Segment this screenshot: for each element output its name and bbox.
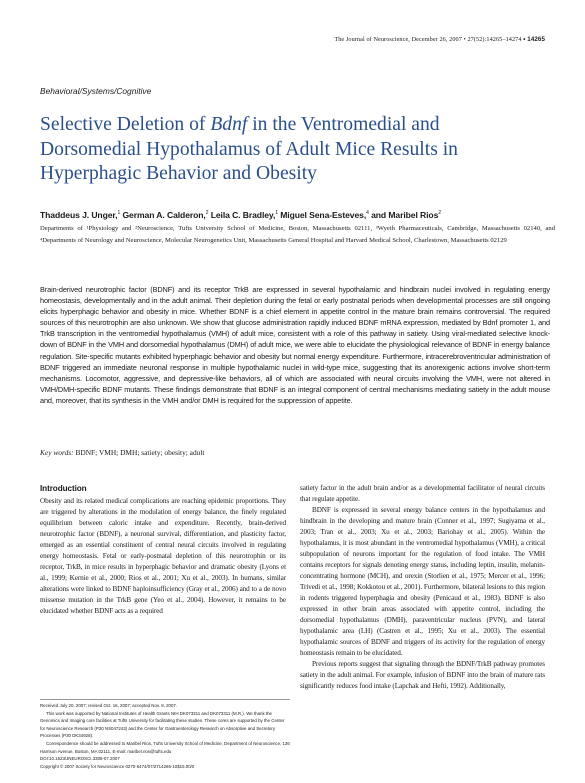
author-affiliation-mark: 4 [366,210,369,217]
article-title [40,113,540,187]
page-number: • 14265 [523,36,545,43]
title-gene-italic: Bdnf [210,114,248,135]
funding-note: This work was supported by National Institutes of Health Grants NIH DK073311 and DK073311 (M.R.). We thank the Genomics and Imaging core facilities at Tufts University for facilitating these studies. These cores are supported by the Center for Neuroscience Research (P30 NS047243) and the Center for Gastroenterology Research on Absorptive and Secretory Processes (P30 DK34928). [40,710,285,739]
author-affiliation-mark: 2 [205,210,209,217]
title-part-2: in the Ventromedial and Dorsomedial Hypothalamus of Adult Mice Results in Hyperphagic Behavior and Obesity [40,114,458,184]
right-column [300,483,545,692]
affiliations: Departments of ¹Physiology and ²Neuroscience, Tufts University School of Medicine, Boston, Massachusetts 02111, ³Wyeth Pharmaceuticals, Cambridge, Massachusetts 02140, and ⁴Departments of Neurology and Neuroscience, Molecular Neurogenetics Unit, Massachusetts General Hospital and Harvard Medical School, Charlestown, Massachusetts 02129 [40,225,555,244]
author-affiliation-mark: 1 [117,210,121,217]
footnotes [40,699,290,770]
section-label: Behavioral/Systems/Cognitive [40,86,152,96]
doi: DOI:10.1523/JNEUROSCI.3308-07.2007 [40,756,120,762]
correspondence-note: Correspondence should be addressed to Maribel Rios, Tufts University School of Medicine, Department of Neuroscience, 136 Harrison Avenue, Boston, MA 02111. E-mail: maribel.rios@tufts.edu [40,740,290,754]
intro-paragraph-2: BDNF is expressed in several energy balance centers in the hypothalamus and hindbrain in the developing and mature brain (Conner et al., 1997; Sugiyama et al., 2003; Tran et al., 2003; Xu et al., 2003; Bariohay et al., 2005). Within the hypothalamus, it is most abundant in the ventromedial hypothalamus (VMH), a critical subpopulation of neurons important for the regulation of food intake. The VMH contains receptors for signals denoting energy status, including leptin, insulin, melanin-concentrating hormone (MCH), and orexin (Storlien et al., 1975; Mercer et al., 1996; Trivedi et al., 1998; Kokkotou et al., 2001). Furthermore, bilateral lesions to this region in rodents triggered hyperphagia and obesity (Penicaud et al., 1983). BDNF is also expressed in other brain areas associated with appetite control, including the dorsomedial hypothalamus (DMH), paraventricular nucleus (PVN), and lateral hypothalamic area (LH) (Castren et al., 1995; Xu et al., 2003). The essential hypothalamic sources of BDNF and triggers of its activity for the regulation of energy homeostasis remain to be elucidated. [300,506,545,657]
keywords [40,448,550,457]
author-name: German A. Calderon, [120,210,206,220]
author-list [40,210,550,220]
author-name: Miguel Sena-Esteves, [277,210,367,220]
intro-paragraph-continued: satiety factor in the adult brain and/or as a developmental facilitator of neural circuits that regulate appetite. [300,484,545,503]
author-name: and Maribel Rios [368,210,439,220]
keywords-label: Key words: [40,448,74,457]
keywords-text: BDNF; VMH; DMH; satiety; obesity; adult [73,448,205,457]
copyright: Copyright © 2007 Society for Neuroscience 0270-6474/07/2714265-10$15.00/0 [40,763,195,769]
abstract: Brain-derived neurotrophic factor (BDNF) and its receptor TrkB are expressed in several hypothalamic and hindbrain nuclei involved in regulating energy homeostasis, developmentally and in the adult animal. Their depletion during the fetal or early postnatal periods when developmental processes are still ongoing elicits hyperphagic behavior and obesity in mice. Whether BDNF is a chief element in appetite control in the mature brain remains controversial. The required sources of this neurotrophin are also unknown. We show that glucose administration rapidly induced BDNF mRNA expression, mediated by Bdnf promoter 1, and TrkB transcription in the ventromedial hypothalamus (VMH) of adult mice, consistent with a role of this pathway in satiety. Using viral-mediated selective knock-down of BDNF in the VMH and dorsomedial hypothalamus (DMH) of adult mice, we were able to elucidate the physiological relevance of BDNF in energy balance regulation. Site-specific mutants exhibited hyperphagic behavior and obesity but normal energy expenditure. Furthermore, intracerebroventricular administration of BDNF triggered an immediate neuronal response in multiple hypothalamic nuclei in wild-type mice, suggesting that its anorexigenic actions involve short-term mechanisms. Locomotor, aggressive, and depressive-like behaviors, all of which are associated with neural circuits involving the VMH, were not altered in VMH/DMH-specific BDNF mutants. These findings demonstrate that BDNF is an integral component of central mechanisms mediating satiety in the adult mouse and, moreover, that its synthesis in the VMH and/or DMH is required for the suppression of appetite. [40,285,550,405]
author-name: Leila C. Bradley, [208,210,276,220]
author-affiliation-mark: 2 [438,210,441,217]
journal-citation: The Journal of Neuroscience, December 26, 2007 • 27(52):14265–14274 [334,36,522,43]
intro-paragraph-1: Obesity and its related medical complications are reaching epidemic proportions. They are triggered by alterations in the modulation of energy balance, the finely regulated equilibrium between caloric intake and expenditure. Recently, brain-derived neurotrophic factor (BDNF), a neuronal survival, differentiation, and plasticity factor, emerged as an essential constituent of central neural circuits involved in regulating energy homeostasis. Fetal or early-postnatal depletion of this neurotrophin or its receptor, TrkB, in mice results in hyperphagic behavior and dramatic obesity (Lyons et al., 1999; Kernie et al., 2000; Rios et al., 2001; Xu et al., 2003). In humans, similar alterations were linked to BDNF haploinsufficiency (Gray et al., 2006) and to a de novo missense mutation in the TrkB gene (Yeo et al., 2004). However, it remains to be elucidated whether BDNF acts as a required [40,497,286,615]
author-name: Thaddeus J. Unger, [40,210,118,220]
author-affiliation-mark: 1 [275,210,278,217]
left-column [40,483,286,617]
received-dates: Received July 20, 2007; revised Oct. 16, 2007; accepted Nov. 8, 2007. [40,703,178,708]
introduction-heading: Introduction [40,484,87,493]
intro-paragraph-3: Previous reports suggest that signaling through the BDNF/TrkB pathway promotes satiety in the adult animal. For example, infusion of BDNF into the brain of mature rats significantly reduces food intake (Lapchak and Hefti, 1992). Additionally, [300,660,545,690]
title-part-1: Selective Deletion of [40,114,211,135]
running-header [334,36,545,43]
